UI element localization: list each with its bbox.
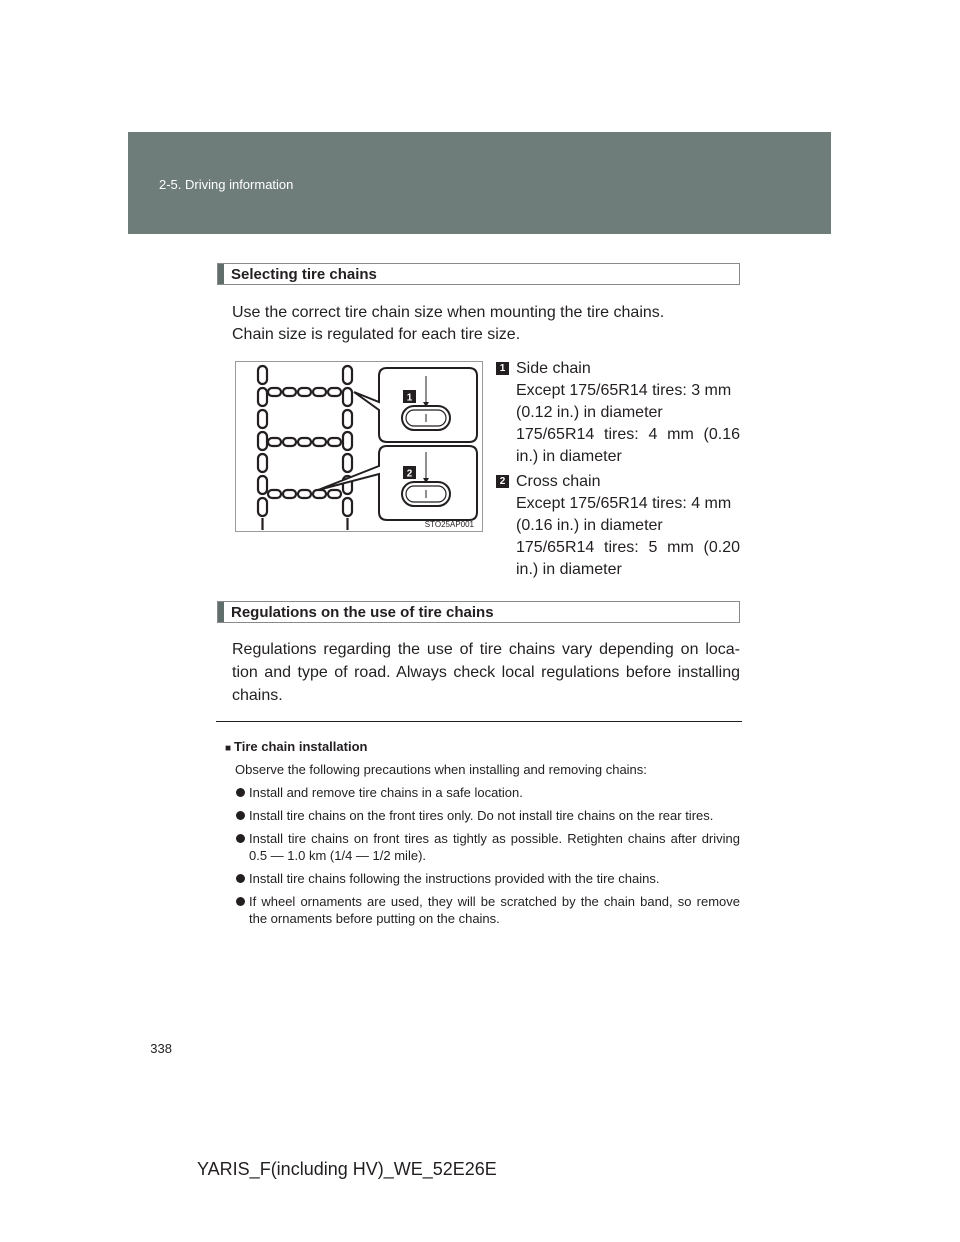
bullet-dot-icon [236,834,245,843]
left-side-chain [258,366,267,530]
legend-line: 175/65R14 tires: 4 mm (0.16 [516,426,740,443]
notes-bullet [225,893,740,927]
legend-label: Cross chain [516,473,601,490]
notes-bullet [225,784,740,801]
bullet-dot-icon [236,897,245,906]
divider-rule [216,721,742,722]
legend-item-side-chain [496,358,740,468]
legend-line: (0.12 in.) in diameter [516,404,663,421]
section-heading-regulations [217,601,740,623]
notes-bullet-text: Install tire chains following the instructions provided with the tire chains. [249,871,660,886]
callout-1-label: 1 [406,392,413,404]
square-marker-icon: ■ [225,743,232,754]
legend-line: in.) in diameter [516,561,622,578]
notes-title: Tire chain installation [234,739,368,754]
notes-bullet [225,807,740,824]
section-title: Selecting tire chains [231,266,377,283]
body-line-1: Use the correct tire chain size when mounting the tire chains. [232,304,665,321]
legend-item-cross-chain [496,471,740,581]
legend-line: Except 175/65R14 tires: 3 mm [516,382,732,399]
cross-chains [268,388,341,498]
notes-bullet-text: Install and remove tire chains in a safe location. [249,785,523,800]
notes-bullet-text: Install tire chains on the front tires only. Do not install tire chains on the rear tires. [249,808,714,823]
page-number: 338 [150,1041,172,1056]
callout-1 [354,368,477,442]
notes-bullet-text: If wheel ornaments are used, they will be scratched by the chain band, so remove the ornaments before putting on the chains. [249,894,740,926]
legend-number-1: 1 [496,362,509,375]
legend-line: Except 175/65R14 tires: 4 mm [516,495,732,512]
legend-number-2: 2 [496,475,509,488]
header-band [128,132,831,234]
heading-bar [218,264,224,284]
notes-bullet [225,830,740,864]
bullet-dot-icon [236,874,245,883]
legend-line: (0.16 in.) in diameter [516,517,663,534]
section-heading-tire-chains [217,263,740,285]
callout-2-label: 2 [406,468,413,480]
body-line-2: Chain size is regulated for each tire size. [232,326,521,343]
legend-line: in.) in diameter [516,448,622,465]
regulations-paragraph: Regulations regarding the use of tire chains vary depending on loca-tion and type of road. Always check local regulations before installing chains. [232,641,740,704]
legend-label: Side chain [516,360,591,377]
notes-block [225,738,740,933]
tire-chain-diagram [236,362,482,531]
document-code: YARIS_F(including HV)_WE_52E26E [197,1159,497,1179]
notes-intro: Observe the following precautions when installing and removing chains: [235,762,647,777]
bullet-dot-icon [236,811,245,820]
callout-2 [318,446,477,520]
tire-chain-figure [235,361,483,532]
figure-legend [496,358,740,581]
figure-code: STO25AP001 [424,520,474,529]
section-breadcrumb: 2-5. Driving information [159,177,294,192]
section-title: Regulations on the use of tire chains [231,604,494,621]
heading-bar [218,602,224,622]
legend-line: 175/65R14 tires: 5 mm (0.20 [516,539,740,556]
notes-bullet-text: Install tire chains on front tires as tightly as possible. Retighten chains after driving 0.5 — 1.0 km (1/4 — 1/2 mile). [249,831,740,863]
right-side-chain [343,366,352,530]
notes-bullet [225,870,740,887]
notes-title-row [225,738,740,757]
bullet-dot-icon [236,788,245,797]
